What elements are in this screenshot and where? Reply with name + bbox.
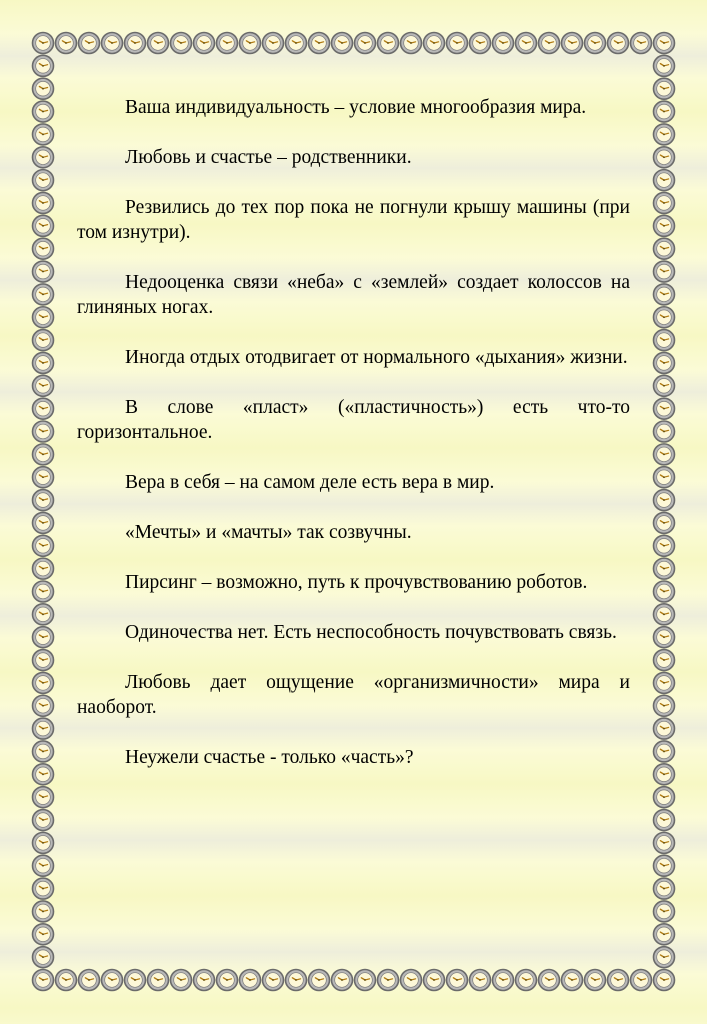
- clock-icon: [240, 33, 261, 54]
- clock-icon: [102, 970, 123, 991]
- clock-icon: [33, 398, 54, 419]
- clock-icon: [33, 581, 54, 602]
- clock-icon: [33, 170, 54, 191]
- clock-icon: [654, 375, 675, 396]
- clock-icon: [654, 330, 675, 351]
- clock-icon: [33, 832, 54, 853]
- text-body: [77, 95, 630, 795]
- clock-icon: [217, 33, 238, 54]
- clock-icon: [654, 352, 675, 373]
- clock-icon: [424, 33, 445, 54]
- clock-icon: [516, 33, 537, 54]
- paragraph-1: Ваша индивидуальность – условие многообразия мира.: [125, 97, 587, 118]
- clock-icon: [654, 627, 675, 648]
- clock-icon: [33, 810, 54, 831]
- clock-icon: [56, 970, 77, 991]
- clock-icon: [654, 878, 675, 899]
- clock-icon: [401, 33, 422, 54]
- clock-icon: [33, 741, 54, 762]
- clock-icon: [217, 970, 238, 991]
- clock-icon: [240, 970, 261, 991]
- clock-icon: [171, 970, 192, 991]
- clock-icon: [470, 33, 491, 54]
- clock-icon: [654, 558, 675, 579]
- clock-icon: [654, 261, 675, 282]
- clock-icon: [309, 33, 330, 54]
- clock-icon: [585, 33, 606, 54]
- clock-icon: [355, 970, 376, 991]
- clock-icon: [654, 741, 675, 762]
- clock-icon: [654, 581, 675, 602]
- clock-icon: [654, 970, 675, 991]
- clock-icon: [654, 147, 675, 168]
- clock-icon: [33, 215, 54, 236]
- clock-icon: [654, 695, 675, 716]
- clock-icon: [125, 970, 146, 991]
- clock-icon: [654, 215, 675, 236]
- clock-icon: [631, 970, 652, 991]
- clock-icon: [654, 170, 675, 191]
- paragraph-4: Недооценка связи «неба» с «землей» создает колоссов на глиняных ногах.: [77, 272, 630, 318]
- clock-icon: [33, 535, 54, 556]
- clock-icon: [33, 604, 54, 625]
- clock-icon: [56, 33, 77, 54]
- clock-icon: [33, 947, 54, 968]
- clock-icon: [654, 650, 675, 671]
- clock-icon: [33, 855, 54, 876]
- clock-icon: [332, 970, 353, 991]
- clock-icon: [148, 33, 169, 54]
- clock-icon: [355, 33, 376, 54]
- clock-icon: [447, 33, 468, 54]
- clock-icon: [654, 924, 675, 945]
- clock-icon: [33, 878, 54, 899]
- paragraph-9: Пирсинг – возможно, путь к прочувствованию роботов.: [125, 572, 588, 593]
- clock-icon: [33, 695, 54, 716]
- clock-icon: [33, 444, 54, 465]
- clock-icon: [33, 352, 54, 373]
- clock-icon: [171, 33, 192, 54]
- clock-icon: [539, 33, 560, 54]
- clock-icon: [263, 33, 284, 54]
- clock-icon: [33, 192, 54, 213]
- clock-icon: [33, 147, 54, 168]
- clock-icon: [33, 467, 54, 488]
- paragraph-11: Любовь дает ощущение «организмичности» мира и наоборот.: [77, 672, 630, 718]
- clock-icon: [654, 307, 675, 328]
- clock-icon: [102, 33, 123, 54]
- clock-icon: [608, 33, 629, 54]
- clock-icon: [654, 490, 675, 511]
- clock-icon: [562, 970, 583, 991]
- clock-icon: [33, 558, 54, 579]
- clock-icon: [654, 535, 675, 556]
- clock-icon: [608, 970, 629, 991]
- clock-icon: [447, 970, 468, 991]
- clock-icon: [33, 970, 54, 991]
- clock-icon: [654, 238, 675, 259]
- clock-icon: [654, 810, 675, 831]
- clock-icon: [631, 33, 652, 54]
- clock-icon: [654, 467, 675, 488]
- clock-icon: [654, 33, 675, 54]
- paragraph-5: Иногда отдых отодвигает от нормального «дыхания» жизни.: [125, 347, 628, 368]
- clock-icon: [33, 238, 54, 259]
- clock-icon: [654, 512, 675, 533]
- clock-icon: [654, 947, 675, 968]
- paragraph-10: Одиночества нет. Есть неспособность почувствовать связь.: [125, 622, 617, 643]
- clock-icon: [654, 832, 675, 853]
- clock-icon: [539, 970, 560, 991]
- clock-icon: [654, 78, 675, 99]
- clock-icon: [194, 33, 215, 54]
- clock-icon: [33, 764, 54, 785]
- clock-icon: [33, 330, 54, 351]
- clock-icon: [493, 970, 514, 991]
- clock-icon: [424, 970, 445, 991]
- clock-icon: [33, 901, 54, 922]
- clock-icon: [332, 33, 353, 54]
- clock-icon: [654, 604, 675, 625]
- clock-icon: [654, 398, 675, 419]
- clock-icon: [33, 55, 54, 76]
- paragraph-12: Неужели счастье - только «часть»?: [125, 747, 414, 768]
- clock-icon: [286, 970, 307, 991]
- clock-icon: [33, 512, 54, 533]
- clock-icon: [79, 33, 100, 54]
- paragraph-8: «Мечты» и «мачты» так созвучны.: [125, 522, 412, 543]
- clock-icon: [286, 33, 307, 54]
- clock-icon: [654, 124, 675, 145]
- clock-icon: [33, 124, 54, 145]
- clock-icon: [33, 307, 54, 328]
- clock-icon: [33, 490, 54, 511]
- clock-icon: [378, 970, 399, 991]
- clock-icon: [33, 787, 54, 808]
- clock-icon: [654, 421, 675, 442]
- clock-icon: [654, 192, 675, 213]
- clock-icon: [654, 444, 675, 465]
- clock-icon: [654, 787, 675, 808]
- clock-icon: [33, 718, 54, 739]
- clock-icon: [33, 261, 54, 282]
- clock-icon: [470, 970, 491, 991]
- clock-icon: [263, 970, 284, 991]
- clock-icon: [654, 764, 675, 785]
- clock-icon: [654, 55, 675, 76]
- paragraph-7: Вера в себя – на самом деле есть вера в мир.: [125, 472, 495, 493]
- clock-icon: [562, 33, 583, 54]
- clock-icon: [125, 33, 146, 54]
- clock-icon: [654, 855, 675, 876]
- clock-icon: [654, 901, 675, 922]
- clock-icon: [79, 970, 100, 991]
- clock-icon: [654, 284, 675, 305]
- clock-icon: [401, 970, 422, 991]
- paragraph-6: В слове «пласт» («пластичность») есть что-то горизонтальное.: [77, 397, 630, 443]
- clock-icon: [654, 718, 675, 739]
- clock-icon: [148, 970, 169, 991]
- clock-icon: [585, 970, 606, 991]
- clock-icon: [33, 627, 54, 648]
- clock-icon: [33, 284, 54, 305]
- clock-icon: [654, 672, 675, 693]
- clock-icon: [309, 970, 330, 991]
- clock-icon: [33, 924, 54, 945]
- clock-icon: [33, 672, 54, 693]
- clock-icon: [33, 101, 54, 122]
- clock-icon: [33, 375, 54, 396]
- clock-icon: [378, 33, 399, 54]
- paragraph-2: Любовь и счастье – родственники.: [125, 147, 412, 168]
- clock-icon: [194, 970, 215, 991]
- clock-icon: [654, 101, 675, 122]
- clock-icon: [516, 970, 537, 991]
- clock-icon: [33, 421, 54, 442]
- clock-icon: [493, 33, 514, 54]
- clock-icon: [33, 33, 54, 54]
- clock-icon: [33, 78, 54, 99]
- paragraph-3: Резвились до тех пор пока не погнули крышу машины (при том изнутри).: [77, 197, 630, 243]
- clock-icon: [33, 650, 54, 671]
